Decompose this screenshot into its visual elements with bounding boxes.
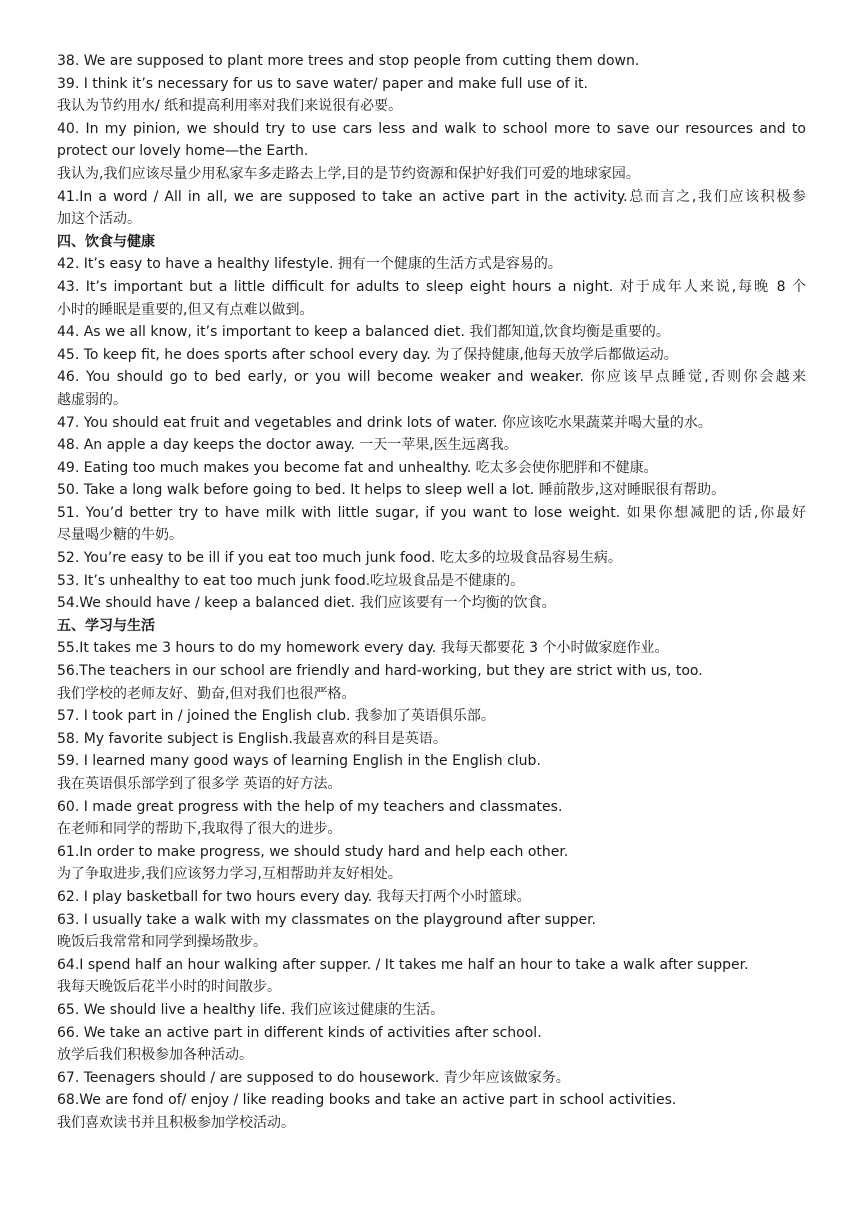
text-line: 放学后我们积极参加各种活动。: [57, 1047, 253, 1064]
text-line: 45. To keep fit, he does sports after school every day. 为了保持健康,他每天放学后都做运动。: [57, 346, 678, 363]
text-line: 加这个活动。: [57, 211, 141, 228]
text-line: 61.In order to make progress, we should study hard and help each other.: [57, 843, 569, 860]
section-heading: 五、学习与生活: [57, 617, 155, 634]
text-line: 59. I learned many good ways of learning English in the English club.: [57, 753, 541, 770]
text-line: 尽量喝少糖的牛奶。: [57, 527, 183, 544]
text-line: 我认为,我们应该尽量少用私家车多走路去上学,目的是节约资源和保护好我们可爱的地球家园。: [57, 165, 640, 182]
text-line: 64.I spend half an hour walking after supper. / It takes me half an hour to take a walk after supper.: [57, 956, 749, 973]
text-line: 47. You should eat fruit and vegetables and drink lots of water. 你应该吃水果蔬菜并喝大量的水。: [57, 414, 712, 431]
text-line: 我们喜欢读书并且积极参加学校活动。: [57, 1114, 295, 1131]
text-line: 51. You’d better try to have milk with little sugar, if you want to lose weight. 如果你想减肥的话,你最好: [57, 504, 806, 521]
text-line: 60. I made great progress with the help of my teachers and classmates.: [57, 798, 563, 815]
text-line: 65. We should live a healthy life. 我们应该过健康的生活。: [57, 1001, 445, 1018]
text-line: 越虚弱的。: [57, 391, 127, 408]
text-line: 58. My favorite subject is English.我最喜欢的科目是英语。: [57, 730, 447, 747]
text-line: 我在英语俱乐部学到了很多学 英语的好方法。: [57, 776, 342, 792]
document-body: [57, 50, 806, 1135]
text-line: 晚饭后我常常和同学到操场散步。: [57, 934, 267, 951]
section-heading: 四、饮食与健康: [57, 233, 155, 250]
text-line: 38. We are supposed to plant more trees and stop people from cutting them down.: [57, 53, 640, 69]
text-line: 68.We are fond of/ enjoy / like reading books and take an active part in school activities.: [57, 1092, 677, 1109]
text-line: 39. I think it’s necessary for us to save water/ paper and make full use of it.: [57, 75, 588, 92]
text-line: 52. You’re easy to be ill if you eat too much junk food. 吃太多的垃圾食品容易生病。: [57, 550, 622, 567]
text-line: 为了争取进步,我们应该努力学习,互相帮助并友好相处。: [57, 866, 402, 883]
text-line: 62. I play basketball for two hours every day. 我每天打两个小时篮球。: [57, 888, 531, 905]
text-line: 55.It takes me 3 hours to do my homework every day. 我每天都要花 3 个小时做家庭作业。: [57, 640, 669, 657]
text-line: 在老师和同学的帮助下,我取得了很大的进步。: [57, 821, 342, 838]
text-line: 50. Take a long walk before going to bed. It helps to sleep well a lot. 睡前散步,这对睡眠很有帮助。: [57, 482, 726, 499]
text-line: 41.In a word / All in all, we are supposed to take an active part in the activity.总而言之,我们应该积极参: [57, 188, 806, 205]
text-line: 63. I usually take a walk with my classmates on the playground after supper.: [57, 911, 596, 928]
text-line: 53. It’s unhealthy to eat too much junk food.吃垃圾食品是不健康的。: [57, 572, 525, 589]
text-line: 43. It’s important but a little difficult for adults to sleep eight hours a night. 对于成年人来说,每晚 8 个: [57, 278, 806, 295]
text-line: 我们学校的老师友好、勤奋,但对我们也很严格。: [57, 685, 356, 702]
text-line: 44. As we all know, it’s important to keep a balanced diet. 我们都知道,饮食均衡是重要的。: [57, 324, 670, 341]
text-line: 我每天晚饭后花半小时的时间散步。: [57, 979, 281, 996]
text-line: 54.We should have / keep a balanced diet. 我们应该要有一个均衡的饮食。: [57, 595, 556, 612]
text-line: 57. I took part in / joined the English club. 我参加了英语俱乐部。: [57, 708, 495, 725]
text-line: 40. In my pinion, we should try to use cars less and walk to school more to save our resources and to: [57, 120, 806, 137]
text-line: 56.The teachers in our school are friendly and hard-working, but they are strict with us, too.: [57, 663, 703, 680]
text-line: 48. An apple a day keeps the doctor away. 一天一苹果,医生远离我。: [57, 437, 518, 454]
text-line: protect our lovely home—the Earth.: [57, 143, 309, 160]
text-line: 67. Teenagers should / are supposed to do housework. 青少年应该做家务。: [57, 1069, 570, 1086]
text-line: 42. It’s easy to have a healthy lifestyle. 拥有一个健康的生活方式是容易的。: [57, 256, 562, 273]
text-line: 我认为节约用水/ 纸和提高利用率对我们来说很有必要。: [57, 98, 403, 115]
text-line: 46. You should go to bed early, or you will become weaker and weaker. 你应该早点睡觉,否则你会越来: [57, 369, 806, 386]
text-line: 小时的睡眠是重要的,但又有点难以做到。: [57, 301, 314, 318]
text-line: 49. Eating too much makes you become fat and unhealthy. 吃太多会使你肥胖和不健康。: [57, 459, 658, 476]
text-line: 66. We take an active part in different kinds of activities after school.: [57, 1024, 542, 1041]
